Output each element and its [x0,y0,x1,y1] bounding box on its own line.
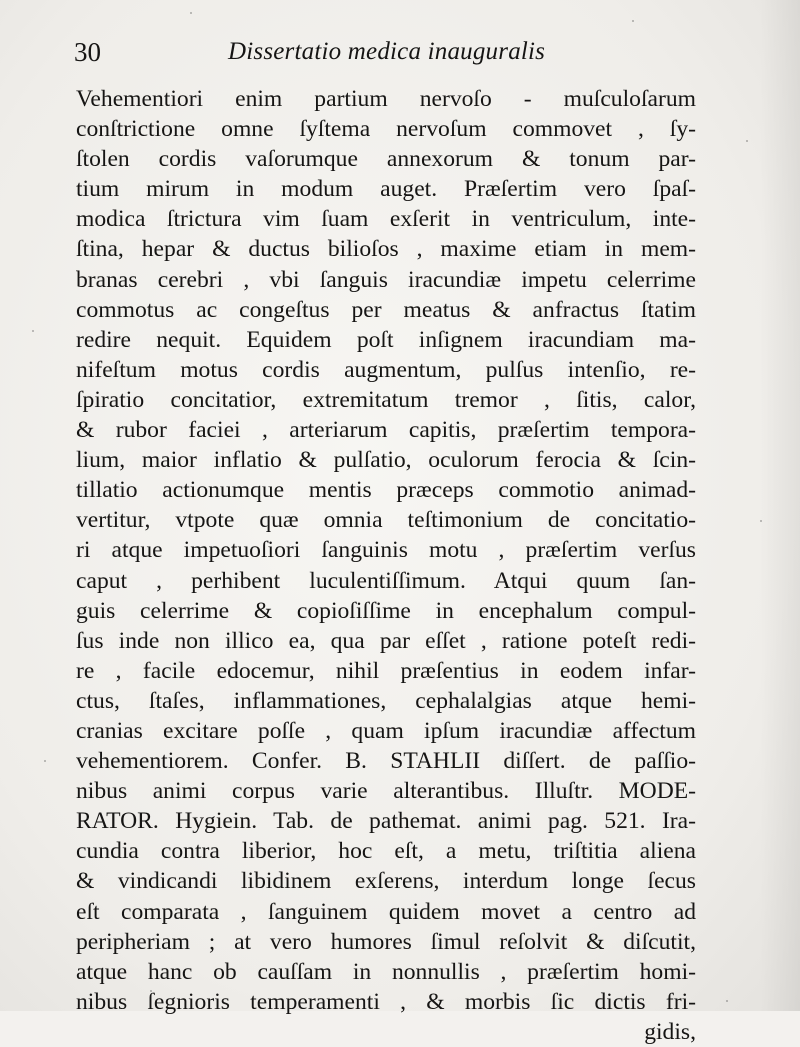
text-line: redire nequit. Equidem poſt inſignem iracundiam ma- [76,326,696,353]
text-line-catchword: gidis, [644,1018,696,1045]
text-line: cundia contra liberior, hoc eſt, a metu, triſtitia aliena [76,838,696,865]
text-line: caput , perhibent luculentiſſimum. Atqui quum ſan- [76,567,696,594]
text-line: Vehementiori enim partium nervoſo - muſculoſarum [76,86,696,112]
page-edge-shadow [760,0,800,1011]
text-line: atque hanc ob cauſſam in nonnullis , præſertim homi- [76,958,696,985]
text-line: ſtina, hepar & ductus bilioſos , maxime etiam in mem- [76,236,696,263]
paper-speck [588,944,590,946]
text-line: vehementiorem. Confer. B. STAHLII diſſert. de paſſio- [76,748,696,775]
paper-speck [760,520,762,522]
text-line: ſtolen cordis vaſorumque annexorum & tonum par- [76,146,696,173]
text-line: ſus inde non illico ea, qua par eſſet , ratione poteſt redi- [76,627,696,654]
text-line: modica ſtrictura vim ſuam exſerit in ventriculum, inte- [76,206,696,233]
text-line: nifeſtum motus cordis augmentum, pulſus intenſio, re- [76,356,696,383]
text-line: conſtrictione omne ſyſtema nervoſum commovet , ſy- [76,116,696,143]
text-line: ſpiratio concitatior, extremitatum tremor , ſitis, calor, [76,386,696,413]
paper-speck [726,1000,728,1002]
text-line: lium, maior inflatio & pulſatio, oculorum ferocia & ſcin- [76,447,696,474]
text-line: & rubor faciei , arteriarum capitis, præſertim tempora- [76,417,696,444]
page-number: 30 [74,37,101,67]
text-line: peripheriam ; at vero humores ſimul reſolvit & diſcutit, [76,928,696,955]
paper-speck [632,20,634,22]
text-line: ri atque impetuoſiori ſanguinis motu , præſertim verſus [76,537,696,564]
page-header [74,34,694,70]
text-line: & vindicandi libidinem exſerens, interdum longe ſecus [76,868,696,895]
text-line: branas cerebri , vbi ſanguis iracundiæ impetu celerrime [76,266,696,293]
text-line: re , facile edocemur, nihil præſentius in eodem infar- [76,657,696,684]
paper-speck [150,990,152,992]
text-line: nibus animi corpus varie alterantibus. Illuſtr. MODE- [76,778,696,805]
text-line: cranias excitare poſſe , quam ipſum iracundiæ affectum [76,717,696,744]
text-line: RATOR. Hygiein. Tab. de pathemat. animi pag. 521. Ira- [76,808,696,835]
running-title: Dissertatio medica inauguralis [228,38,546,65]
text-line: vertitur, vtpote quæ omnia teſtimonium de concitatio- [76,507,696,534]
text-line: tillatio actionumque mentis præceps commotio animad- [76,477,696,504]
paper-speck [44,760,46,762]
text-line: eſt comparata , ſanguinem quidem movet a centro ad [76,898,696,925]
body-text [76,84,696,1047]
paper-speck [190,12,192,14]
text-line: ctus, ſtaſes, inflammationes, cephalalgias atque hemi- [76,687,696,714]
text-line: commotus ac congeſtus per meatus & anfractus ſtatim [76,296,696,323]
paper-speck [32,330,34,332]
text-line: nibus ſegnioris temperamenti , & morbis ſic dictis fri- [76,988,696,1015]
paper-speck [746,140,748,142]
text-line: guis celerrime & copioſiſſime in encephalum compul- [76,597,696,624]
text-line: tium mirum in modum auget. Præſertim vero ſpaſ- [76,176,696,203]
